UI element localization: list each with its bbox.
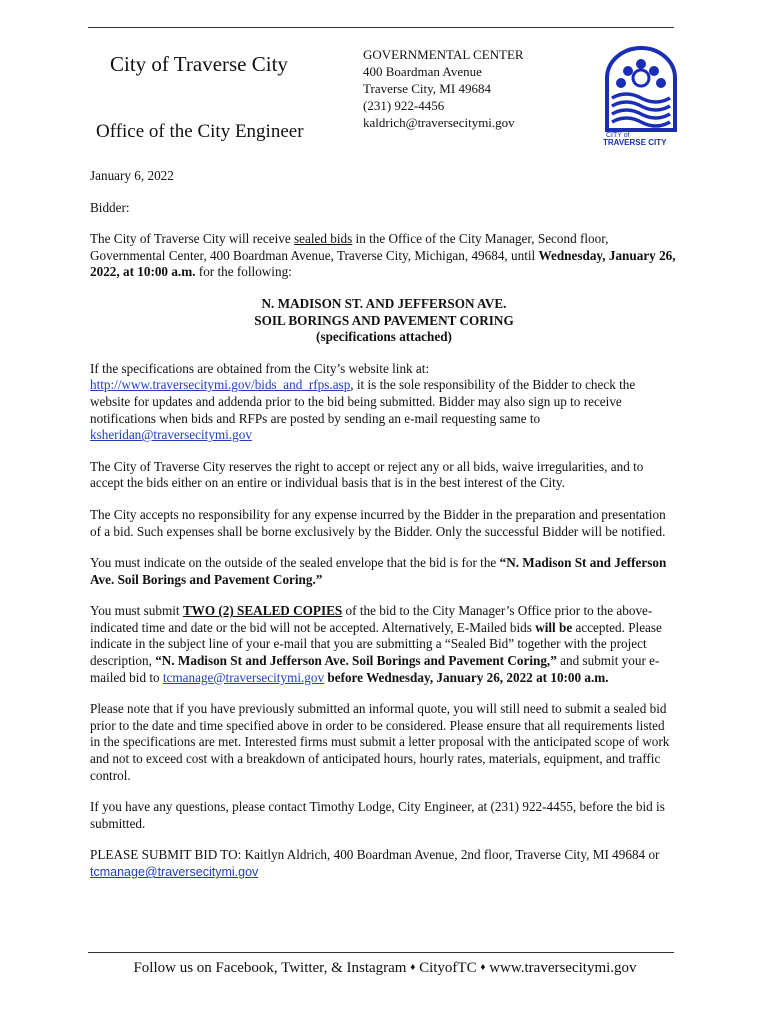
- will-be-text: will be: [535, 619, 573, 635]
- paragraph-submit-to: [90, 847, 678, 880]
- project-name-text: “N. Madison St and Jefferson Ave. Soil Borings and Pavement Coring.”: [90, 555, 667, 587]
- logo-line2: TRAVERSE CITY: [603, 138, 667, 146]
- deadline-text: Wednesday, January 26, 2022, at 10:00 a.m.: [90, 247, 676, 280]
- diamond-separator-icon: ♦: [480, 962, 486, 973]
- text: in the Office of the City Manager, Second floor, Governmental Center, 400 Boardman Avenue, Traverse City, Michigan, 49684, until: [90, 231, 609, 263]
- letter-body: [90, 168, 678, 896]
- paragraph-questions: If you have any questions, please contact Timothy Lodge, City Engineer, at (231) 922-4455, before the bid is submitted.: [90, 799, 665, 831]
- text: The City of Traverse City will receive: [90, 231, 294, 247]
- text: and submit your e-mailed bid to: [90, 653, 660, 685]
- text: accepted. Please indicate in the subject line of your e-mail that you are submitting a “Sealed Bid” together with the project description,: [90, 619, 662, 669]
- text: You must indicate on the outside of the sealed envelope that the bid is for the: [90, 555, 500, 571]
- sealed-copies-text: TWO (2) SEALED COPIES: [182, 603, 343, 619]
- city-name: City of Traverse City: [110, 52, 288, 76]
- ksheridan-email-link[interactable]: ksheridan@traversecitymi.gov: [90, 427, 252, 443]
- paragraph-informal-quote: Please note that if you have previously submitted an informal quote, you will still need to submit a sealed bid prior to the date and time specified above in order to be considered. Please ensure that all requirements listed in the specifications are met. Interested firms must submit a letter proposal with the anticipated scope of work and not to exceed cost with a breakdown of anticipated hours, hourly rates, materials, equipment, and traffic control.: [90, 701, 670, 783]
- paragraph-envelope: [90, 555, 678, 588]
- footer: [0, 960, 770, 977]
- tcmanage-email-link[interactable]: tcmanage@traversecitymi.gov: [162, 669, 325, 685]
- bids-website-link[interactable]: http://www.traversecitymi.gov/bids_and_rfps.asp: [90, 377, 351, 393]
- address-block: [363, 46, 524, 131]
- footer-rule: [88, 952, 674, 953]
- footer-website: www.traversecitymi.gov: [485, 960, 637, 976]
- project-title-line: N. MADISON ST. AND JEFFERSON AVE.: [261, 295, 507, 311]
- footer-text: Follow us on Facebook, Twitter, & Instagram: [133, 960, 411, 976]
- salutation: Bidder:: [90, 199, 130, 215]
- text: for the following:: [195, 264, 292, 280]
- text: You must submit: [90, 603, 183, 619]
- paragraph-rights: The City of Traverse City reserves the right to accept or reject any or all bids, waive irregularities, and to accept the bids either on an entire or individual basis that is in the best interest of the City.: [90, 458, 644, 491]
- project-title: [90, 296, 678, 346]
- footer-handle: CityofTC: [415, 960, 481, 976]
- paragraph-copies: [90, 603, 678, 686]
- address-line: GOVERNMENTAL CENTER: [363, 47, 524, 62]
- diamond-separator-icon: ♦: [410, 962, 416, 973]
- paragraph-specifications: [90, 361, 678, 444]
- city-logo: [601, 44, 681, 146]
- deadline-text: before Wednesday, January 26, 2022 at 10:00 a.m.: [324, 669, 609, 685]
- address-line: (231) 922-4456: [363, 98, 445, 113]
- text: If the specifications are obtained from the City’s website link at:: [90, 360, 430, 376]
- office-name: Office of the City Engineer: [96, 121, 304, 142]
- sealed-bids-text: sealed bids: [294, 231, 353, 247]
- address-line: Traverse City, MI 49684: [363, 81, 491, 96]
- tcmanage-email-link-2[interactable]: tcmanage@traversecitymi.gov: [90, 865, 259, 879]
- address-email: kaldrich@traversecitymi.gov: [363, 115, 515, 130]
- header-top-rule: [88, 27, 674, 28]
- text: PLEASE SUBMIT BID TO: Kaitlyn Aldrich, 400 Boardman Avenue, 2nd floor, Traverse City, MI 49684 or: [90, 847, 660, 863]
- text: , it is the sole responsibility of the Bidder to check the website for updates and addenda prior to the bid being submitted. Bidder may also sign up to receive notifications when bids and RFPs are posted by sending an e-mail requesting same to: [90, 377, 636, 426]
- paragraph-intro: [90, 231, 678, 281]
- logo-line1: CITY of: [606, 132, 630, 139]
- project-title-line: (specifications attached): [316, 329, 452, 345]
- text: of the bid to the City Manager’s Office prior to the above-indicated time and date or the bid will not be accepted. Alternatively, E-Mailed bids: [90, 603, 653, 635]
- letter-date: January 6, 2022: [90, 168, 174, 183]
- paragraph-expenses: The City accepts no responsibility for any expense incurred by the Bidder in the preparation and presentation of a bid. Such expenses shall be borne exclusively by the Bidder. Only the successful Bidder will be notified.: [90, 506, 666, 539]
- address-line: 400 Boardman Avenue: [363, 64, 482, 79]
- project-name-text: “N. Madison St and Jefferson Ave. Soil Borings and Pavement Coring,”: [155, 653, 557, 669]
- project-title-line: SOIL BORINGS AND PAVEMENT CORING: [254, 312, 514, 328]
